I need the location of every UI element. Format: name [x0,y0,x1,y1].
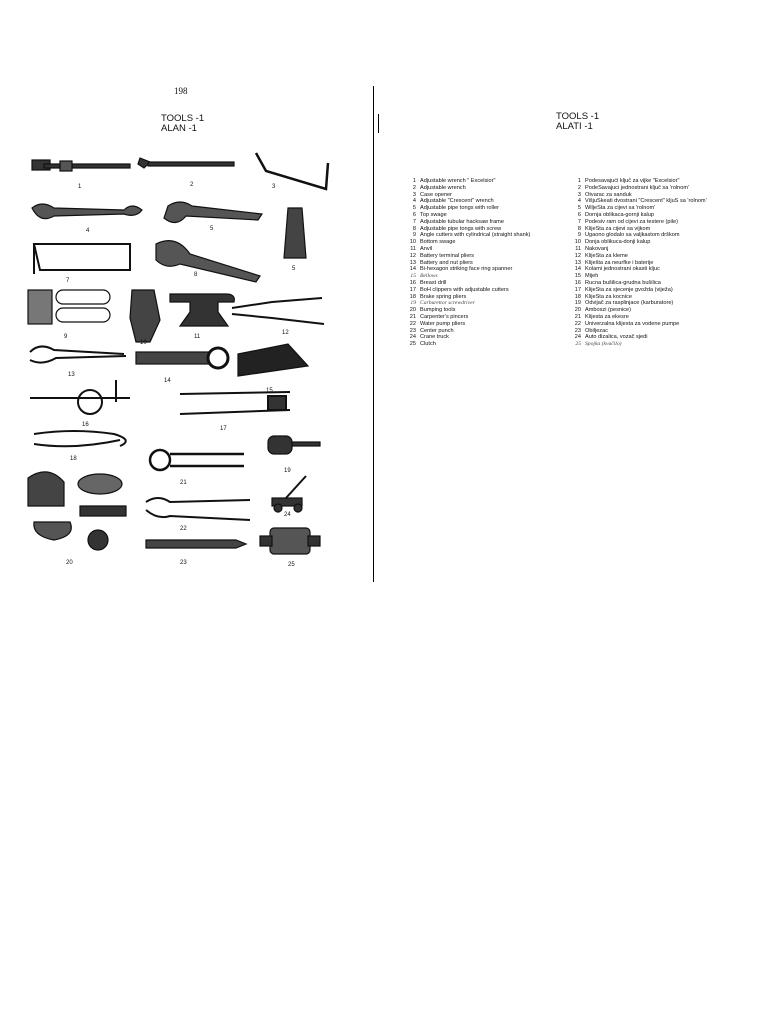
list-item [405,239,530,246]
pipe-tongs-roller-drawing [164,202,262,223]
item-number: 8 [577,225,581,232]
list-item [570,294,707,301]
item-text: Kolami jednostrani okasti kljuc [585,266,660,273]
list-item [405,178,530,185]
item-number: 13 [574,259,581,266]
item-number: 25 [575,341,581,348]
figure-label: 22 [180,526,187,532]
item-text: Carburettor screwdriver [420,300,475,307]
figure-label: 24 [284,512,291,518]
figure-label: 7 [66,278,70,284]
adjustable-wrench-drawing [138,158,234,168]
list-item [570,178,707,185]
item-text: Water pump pliers [420,320,466,327]
crescent-wrench-drawing [32,204,142,219]
item-text: Nakovanj [585,245,609,252]
item-number: 20 [574,307,581,314]
top-swage-drawing [284,208,306,258]
item-text: Spojka (kvačilo) [585,341,622,348]
right-title-line1: TOOLS -1 [556,111,600,122]
hacksaw-frame-drawing [34,244,130,274]
item-number: 22 [574,320,581,327]
item-number: 20 [409,307,416,314]
item-number: 14 [574,266,581,273]
list-item [570,314,707,321]
list-item [570,341,707,348]
item-text: Adjustable "Crescent" wrench [420,198,494,205]
item-number: 10 [574,239,581,246]
item-number: 7 [412,218,416,225]
column-divider [373,86,374,582]
list-item [405,273,530,280]
list-item [570,226,707,233]
item-text: Adjustable pipe tongs with screw [420,225,502,232]
item-text: KlijeSta za cijevi sa vijkom [585,225,651,232]
right-heading [556,112,599,132]
item-number: 21 [574,313,581,320]
item-text: Adjustable pipe tongs with roller [420,205,499,212]
item-number: 12 [574,252,581,259]
figure-label: 18 [70,456,77,462]
water-pump-pliers-drawing [146,498,250,520]
center-punch-drawing [146,540,246,548]
item-number: 11 [410,245,416,252]
item-number: 9 [577,232,581,239]
battery-nut-pliers-drawing [30,346,126,362]
item-number: 7 [577,218,581,225]
bumping-tools-drawing [28,472,126,550]
item-text: Otvarac za sanduk [585,191,632,198]
figure-label: 17 [220,426,227,432]
list-item [405,287,530,294]
list-item [405,314,530,321]
list-item [405,260,530,267]
figure-label: 25 [288,562,295,568]
list-item [405,294,530,301]
item-text: Brake spring pliers [420,293,467,300]
list-item [405,205,530,212]
item-number: 2 [577,184,581,191]
list-item [405,198,530,205]
left-heading [161,114,204,134]
tools-illustration [20,148,335,573]
clutch-drawing [260,528,320,554]
item-text: Obiljezac [585,327,609,334]
figure-label: 11 [194,334,201,340]
list-item [570,253,707,260]
list-item [405,219,530,226]
item-number: 1 [577,178,581,184]
figure-label: 13 [68,372,75,378]
list-item [570,192,707,199]
item-text: Breast drill [420,279,447,286]
item-text: Podesavajući ključ za vijke "Excelsior" [585,178,680,184]
bottom-swage-drawing [130,290,160,342]
item-number: 23 [574,327,581,334]
item-text: KlijeSta za kocnice [585,293,632,300]
item-text: Bi-hexagon striking face ring spanner [420,266,513,273]
list-item [570,328,707,335]
figure-label: 1 [78,184,82,190]
item-number: 17 [409,286,416,293]
figure-label: 2 [190,182,194,188]
list-item [570,219,707,226]
list-item [405,192,530,199]
list-item [570,246,707,253]
item-number: 5 [412,205,416,212]
item-text: Case opener [420,191,453,198]
list-item [405,266,530,273]
item-text: Battery terminal pliers [420,252,475,259]
figure-label: 16 [82,422,89,428]
item-text: Adjustable tubular hacksaw frame [420,218,504,225]
item-text: KlijeSta za sjecenje gvožda (viježa) [585,286,673,293]
item-text: Donja oblikuca-donji kalup [585,239,651,246]
item-text: Bottom swage [420,239,456,246]
list-item [570,300,707,307]
list-item [405,300,530,307]
item-number: 6 [577,211,581,218]
item-text: Rucna bušilica-grudna bušilica [585,279,661,286]
item-number: 24 [409,334,416,341]
margin-mark [378,114,379,133]
figure-label: 5 [210,226,214,232]
item-text: Anvil [420,245,433,252]
breast-drill-drawing [30,380,130,414]
item-number: 18 [574,293,581,300]
list-item [405,226,530,233]
item-text: PodeSavajuci jednostrani ključ sa 'rolnom' [585,184,690,191]
item-text: Battery and nut pliers [420,259,473,266]
list-item [405,341,530,348]
list-item [570,266,707,273]
item-number: 1 [412,178,416,184]
list-item [570,185,707,192]
ring-spanner-drawing [136,348,228,368]
item-text: WiljeSta za cijevi sa 'rolnom' [585,205,656,212]
figure-label: 10 [140,340,147,346]
figure-label: 23 [180,560,187,566]
item-number: 19 [574,300,581,307]
item-number: 5 [577,205,581,212]
list-item [405,334,530,341]
item-text: Clutch [420,341,436,348]
list-item [570,321,707,328]
item-number: 4 [412,198,416,205]
item-number: 4 [577,198,581,205]
item-text: Carpenter's pincers [420,313,469,320]
list-item [570,307,707,314]
item-text: Adjustable wrench [420,184,466,191]
brake-spring-pliers-drawing [34,431,126,446]
list-item [570,212,707,219]
item-number: 25 [409,341,416,348]
list-item [570,232,707,239]
item-number: 16 [409,279,416,286]
item-number: 10 [409,239,416,246]
item-text: Ugaono glodalo sa valjkastom drškom [585,232,680,239]
list-item [405,307,530,314]
list-item [405,212,530,219]
tool-list-bosnian [570,178,707,348]
item-text: Odvijač za rasplinjace (karburatore) [585,300,674,307]
item-text: Kliješta za neurfke i baterije [585,259,654,266]
list-item [570,239,707,246]
list-item [570,260,707,267]
crane-truck-drawing [272,476,306,512]
adjustable-wrench-excelsior-drawing [32,160,130,171]
item-number: 12 [409,252,416,259]
item-number: 11 [575,245,581,252]
item-number: 17 [574,286,581,293]
item-number: 23 [409,327,416,334]
figure-label: 3 [272,184,276,190]
item-number: 14 [409,266,416,273]
item-text: Dornja oblikaca-gornji kalup [585,211,655,218]
figure-label: 19 [284,468,291,474]
carpenters-pincers-drawing [150,450,244,470]
item-number: 2 [412,184,416,191]
figure-label: 12 [282,330,289,336]
pipe-tongs-screw-drawing [156,241,260,282]
item-number: 8 [412,225,416,232]
list-item [405,321,530,328]
figure-label: 21 [180,480,187,486]
item-text: Klijesta za ekesre [585,313,629,320]
item-text: Top swage [420,211,447,218]
item-text: KlijeSta za kleme [585,252,628,259]
list-item [570,205,707,212]
item-text: Bellows [420,273,438,280]
carburettor-screwdriver-drawing [268,436,320,454]
anvil-drawing [170,294,234,326]
list-item [570,287,707,294]
item-text: VišjuSkeati dvostrani "Crescent" kljuS sa 'rolnom' [585,198,707,205]
item-number: 16 [574,279,581,286]
bolt-clippers-drawing [180,392,290,414]
list-item [570,273,707,280]
left-title-line2: ALAN -1 [161,123,197,134]
figure-label: 14 [164,378,171,384]
item-text: Mijeh [585,273,599,280]
list-item [405,185,530,192]
item-number: 3 [412,191,416,198]
item-number: 19 [410,300,416,307]
list-item [405,253,530,260]
item-number: 21 [409,313,416,320]
page-number: 198 [174,86,188,96]
item-number: 9 [412,232,416,239]
item-text: Adjustable wrench " Excelsior" [420,178,496,184]
item-number: 18 [409,293,416,300]
list-item [570,198,707,205]
item-text: Univerzalna klijesta za vodene pumpe [585,320,680,327]
item-number: 13 [409,259,416,266]
item-text: BoH clippers with adjustable cutters [420,286,509,293]
item-number: 22 [409,320,416,327]
item-text: Amboszi (pesnice) [585,307,632,314]
item-number: 15 [410,273,416,280]
figure-label: 5 [292,266,296,272]
battery-terminal-pliers-drawing [232,298,324,324]
angle-cutters-drawing [28,290,110,324]
figure-label: 15 [266,388,273,394]
right-title-line2: ALATI -1 [556,121,593,132]
case-opener-drawing [256,153,328,189]
item-text: Center punch [420,327,454,334]
list-item [405,232,530,239]
item-number: 6 [412,211,416,218]
item-number: 24 [574,334,581,341]
left-title-line1: TOOLS -1 [161,113,205,124]
item-text: Bumping tools [420,307,456,314]
item-number: 3 [577,191,581,198]
list-item [405,280,530,287]
list-item [405,328,530,335]
list-item [570,280,707,287]
item-text: Angle cutters with cylindrical (straight shank) [420,232,531,239]
figure-label: 9 [64,334,68,340]
bellows-drawing [238,344,308,376]
list-item [405,246,530,253]
item-text: Crane truck [420,334,449,341]
item-text: Podesiv ram od cijevi za testere (pile) [585,218,678,225]
item-text: Auto dizalica, vozač sjedi [585,334,648,341]
figure-label: 4 [86,228,90,234]
item-number: 15 [574,273,581,280]
figure-label: 8 [194,272,198,278]
figure-label: 20 [66,560,73,566]
tool-list-english [405,178,530,348]
